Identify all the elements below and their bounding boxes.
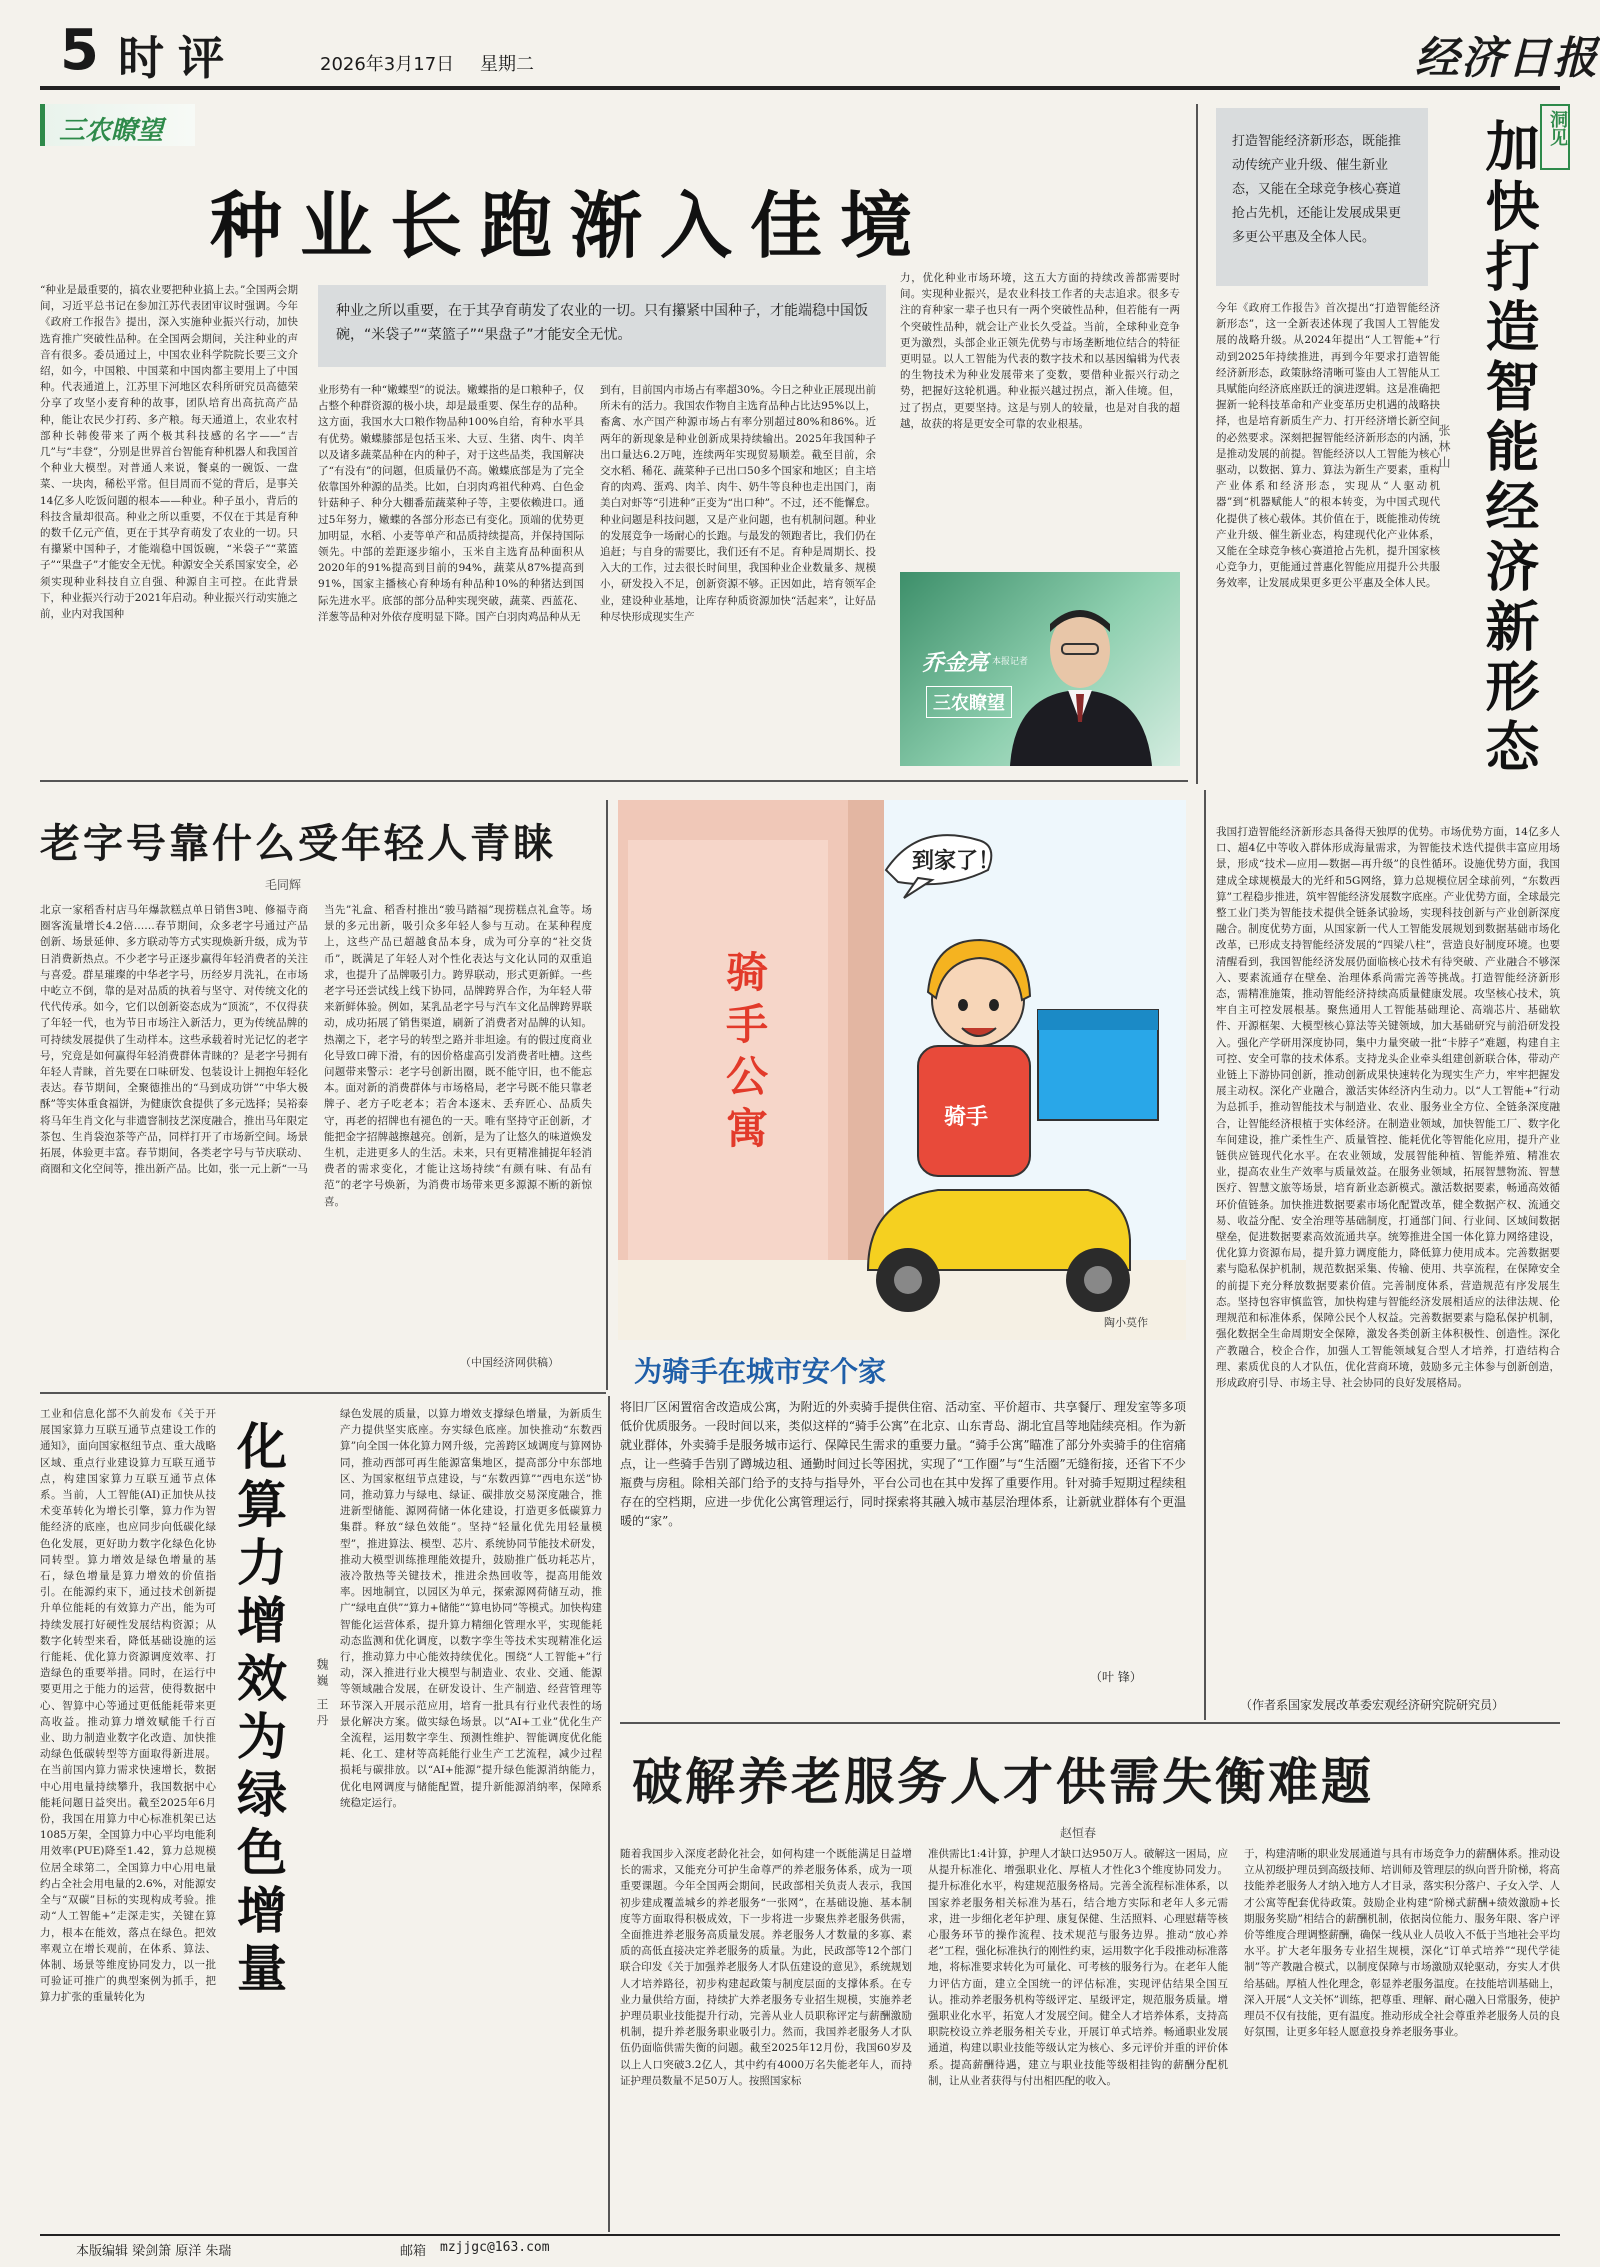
laozihao-author: 毛同辉 — [265, 878, 302, 892]
cartoon-artist: 陶小莫作 — [1104, 1316, 1148, 1329]
seed-col1: “种业是最重要的，搞农业要把种业搞上去。”全国两会期间，习近平总书记在参加江苏代表团审议时强调。今年《政府工作报告》提出，深入实施种业振兴行动，加快选育推广突破性品种。在全国两会期间，关注种业的声音有很多。委员通过上，中国农业科学院院长要三文介绍，如今，中国粮、中国菜和中国肉都主要用上了中国种。代表通道上，江苏里下河地区农科所研究员高德荣分享了攻坚小麦育种的故事，团队培育出高抗高产品种，能让农民少打药、多产粮。每天通道上，农业农村部种长韩俊带来了两个极其科技感的名字——“吉几”与“丰登”，分别是世界首台智能育种机器人和我国首个种业大模型。对普通人来说，餐桌的一碗饭、一盘菜、一块肉，稀松平常。但目周而不觉的背后，是事关14亿多人吃饭问题的根本——种业。种子虽小，背后的科技含量却很高。种业之所以重要，不仅在于其是育种的数千亿元产值，更在于其孕育萌发了农业的一切。只有攥紧中国种子，才能端稳中国饭碗，“米袋子”“菜篮子”“果盘子”才能安全无忧。种源安全关系国家安全，必须实现种业科技自立自强、种源自主可控。在此背景下，种业振兴行动于2021年启动。种业振兴行动实施之前，业内对我国种 — [40, 284, 298, 621]
seed-col4: 力，优化种业市场环境，这五大方面的持续改善都需要时间。实现种业振兴，是农业科技工作者的夫志追求。很多专注的育种家一辈子也只有一两个突破性品种，但若能有一两个突破性品种，就会让产业长久受益。当前，全球种业竞争更为激烈，头部企业正领先优势与市场垄断地位结合的特征更明显。以人工智能为代表的数字技术和以基因编辑为代表的生物技术为种业发展带来了变数，要借种业振兴行动之势，把握好这轮机遇。种业振兴越过拐点，渐入佳境。但，过了拐点，更要坚持。这是与别人的较量，也是对自我的超越，故获的将是更安全可靠的农业根基。 — [900, 272, 1180, 430]
divider-laozihao-bottom — [40, 1392, 606, 1394]
columnist-portrait — [900, 572, 1180, 766]
seed-article-title: 种业长跑渐入佳境 — [210, 184, 931, 268]
pension-col3: 于，构建清晰的职业发展通道与具有市场竞争力的薪酬体系。推动设立从初级护理员到高级技师、培训师及管理层的纵向晋升阶梯，将高技能养老服务人才纳入地方人才目录，落实积分落户、子女入学、人才公寓等配套优待政策。鼓励企业构建“阶梯式薪酬+绩效激励+长期服务奖励”相结合的薪酬机制，依据岗位能力、服务年限、客户评价等维度合理调整薪酬，确保一线从业人员收入不低于当地社会平均水平。扩大老年服务专业招生规模，深化“订单式培养”“现代学徒制”等产教融合模式，以制度保障与市场激励双轮驱动，夯实人才供给基础。厚植人性化理念，彰显养老服务温度。在技能培训基础上，深入开展“人文关怀”训练，把尊重、理解、耐心融入日常服务，使护理员不仅有技能，更有温度。推动形成全社会尊重养老服务人员的良好氛围，让更多年轻人愿意投身养老服务事业。 — [1244, 1848, 1560, 2039]
laozihao-source: （中国经济网供稿） — [460, 1356, 559, 1369]
seed-col2: 业形势有一种“嫩蝶型”的说法。嫩蝶指的是口粮种子，仅占整个种群资源的极小块，却是最重要、保生存的品种。这方面，我国水大口粮作物品种100%自给，育种水平具有优势。嫩蝶膝部是包括玉米、大豆、生猪、肉牛、肉羊以及诸多蔬菜品种在内的种子，对于这些品类，我国解决了“有没有”的问题，但质量仍不高。嫩蝶底部是为了完全依靠国外种源的品类。比如，白羽肉鸡祖代种鸡、白色金针菇种子、种分大棚番茄蔬菜种子等，主要依赖进口。通过5年努力，嫩蝶的各部分形态已有变化。顶端的优势更加明显，水稻、小麦等单产和品质持续提高，并保持国际领先。中部的差距逐步缩小，玉米自主选育品种面积从2020年的91%提高到目前的94%，蔬菜从87%提高到91%，国家主播核心育种场有种品种10%的种猪达到国际先进水平。底部的部分品种实现突破，蔬菜、西蓝花、洋葱等品种对外依存度明显下降。国产白羽肉鸡品种从无 — [318, 384, 584, 623]
ai-body-bottom: 我国打造智能经济新形态具备得天独厚的优势。市场优势方面，14亿多人口、超4亿中等收入群体形成海量需求，为智能技术迭代提供丰富应用场景，形成“技术—应用—数据—再升级”的良性循环。设施优势方面，我国建成全球规模最大的光纤和5G网络，算力总规模位居全球前列，“东数西算”工程稳步推进，筑牢智能经济发展数字底座。产业优势方面，全球最完整工业门类为智能技术提供全链条试验场，实现科技创新与产业创新深度融合。制度优势方面，从国家新一代人工智能发展规划到数据基础市场化改革，已形成支持智能经济发展的“四梁八柱”，营造良好制度环境。也要清醒看到，我国智能经济发展仍面临核心技术有待突破、产业融合不够深入、要素流通存在壁垒、治理体系尚需完善等挑战。打造智能经济新形态，需精准施策，推动智能经济持续高质量健康发展。攻坚核心技术，筑牢自主可控发展根基。聚焦通用人工智能基础理论、高端芯片、基础软件、开源框架、大模型核心算法等关键领域，加大基础研究与前沿研发投入。强化产学研用深度协同，集中力量突破一批“卡脖子”难题，构建自主可控、安全可靠的技术体系。支持龙头企业牵头组建创新联合体，带动产业链上下游协同创新，推动创新成果快速转化为现实生产力，牢牢把握发展主动权。深化产业融合，激活实体经济内生动力。以“人工智能+”行动为总抓手，推动智能技术与制造业、农业、服务业全方位、全链条深度融合，让智能经济根植于实体经济。在制造业领域，加快智能工厂、数字化车间建设，推广柔性生产、质量管控、能耗优化等智能化应用，提升产业链供应链现代化水平。在农业领域，发展智能种植、智能养殖、精准农业，提高农业生产效率与质量效益。在服务业领域，拓展智慧物流、智慧医疗、智慧文旅等场景，培育新业态新模式。激活数据要素，畅通高效循环价值链条。加快推进数据要素市场化配置改革，健全数据产权、流通交易、收益分配、安全治理等基础制度，打通部门间、行业间、区域间数据壁垒，促进数据要素高效流通共享。统筹推进全国一体化算力网络建设，优化算力资源布局，提升算力调度能力，降低算力使用成本。完善数据要素与隐私保护机制，规范数据采集、传输、使用、共享流程，在保障安全的前提下充分释放数据要素价值。完善制度体系，营造规范有序发展生态。坚持包容审慎监管，加快构建与智能经济发展相适应的法律法规、伦理规范和标准体系，保障公民个人权益。完善数据要素与隐私保护机制，强化数据全生命周期安全保障，激发各类创新主体积极性、创造性。深化产教融合，校企合作，加强人工智能领域复合型人才培养，打造结构合理、素质优良的人才队伍，优化营商环境，鼓励多元主体参与创新创造，形成政府引导、市场主导、社会协同的良好发展格局。 — [1216, 826, 1560, 1389]
rider-title: 为骑手在城市安个家 — [634, 1355, 887, 1388]
seed-lead-quote: 种业之所以重要，在于其孕育萌发了农业的一切。只有攥紧中国种子，才能端稳中国饭碗，“米袋子”“菜篮子”“果盘子”才能安全无忧。 — [336, 303, 868, 343]
page-header — [0, 0, 1600, 90]
divider-laozihao-right — [606, 800, 608, 1390]
rider-vest-label: 骑手 — [944, 1105, 989, 1130]
portrait-name: 乔金亮 — [922, 650, 989, 676]
green-title: 化算力增效为绿色增量 — [229, 1420, 287, 2000]
seed-col3: 到有，目前国内市场占有率超30%。今日之种业正展现出前所未有的活力。我国农作物自主选育品种占比达95%以上，畜禽、水产国产种源市场占有率分别超过80%和86%。近两年的新现象是种业创新成果持续输出。2025年我国种子出口量达6.2万吨，连续两年实现贸易顺差。截至目前，余交水稻、稀花、蔬菜种子已出口50多个国家和地区；自主培育的肉鸡、蛋鸡、肉羊、肉牛、奶牛等良种也走出国门，南美白对虾等“引进种”正变为“出口种”。不过，还不能懈怠。种业问题是科技问题，又是产业问题，也有机制问题。种业的发展竞争一场耐心的长跑。与最发的领跑者比，我们仍在追赶；与自身的需要比，我们还有不足。育种是周期长、投入大的工作，过去很长时间里，我国种业企业数量多、规模小，研发投入不足，创新资源不够。正因如此，培育领军企业，建设种业基地，让库存种质资源加快“活起来”，让好品种尽快形成现实生产 — [600, 384, 876, 623]
ai-affiliation: （作者系国家发展改革委宏观经济研究院研究员） — [1240, 1698, 1505, 1712]
rider-cartoon — [618, 800, 1186, 1340]
pension-author: 赵恒春 — [1060, 1826, 1097, 1840]
portrait-role: 本报记者 — [992, 657, 1029, 667]
ai-column-tag-text: 洞见 — [1547, 110, 1568, 146]
divider-right-lower — [1204, 790, 1206, 1720]
laozihao-title: 老字号靠什么受年轻人青睐 — [40, 820, 556, 867]
masthead-logo: 经济日报 — [1415, 33, 1599, 84]
green-col2: 绿色发展的质量，以算力增效支撑绿色增量，为新质生产力提供坚实底座。夯实绿色底座。加快推动“东数西算”向全国一体化算力网升级，完善跨区域调度与算网协同，推动西部可再生能源富集地区，提高部分中东部地区、为国家枢纽节点建设，与“东数西算”“西电东送”协同，推动算力与绿电、绿证、碳排放交易深度融合，推进新型储能、源网荷储一体化建设，打造更多低碳算力集群。释放“绿色效能”。坚持“轻量化优先用轻量模型”，推进算法、模型、芯片、系统协同节能技术研发，推动大模型训练推理能效提升，鼓励推广低功耗芯片，液冷散热等关键技术，推进余热回收等，提高用能效率。因地制宜，以园区为单元，探索源网荷储互动，推广“绿电直供”“算力+储能”“算电协同”等模式。加快构建智能化运营体系，提升算力精细化管理水平，实现能耗动态监测和优化调度，以数字孪生等技术实现精准化运行，推动算力中心能效持续优化。围绕“人工智能+”行动，深入推进行业大模型与制造业、农业、交通、能源等领域融合发展，在研发设计、生产制造、经营管理等环节深入开展示范应用，培育一批具有行业代表性的场景化解决方案。做实绿色场景。以“AI+工业”优化生产全流程，运用数字孪生、预测性维护、智能调度优化能耗、化工、建材等高耗能行业生产工艺流程，减少过程损耗与碳排放。以“AI+能源”提升绿色能源消纳能力，优化电网调度与储能配置，提升新能源消纳率，保障系统稳定运行。 — [340, 1408, 602, 1809]
section-name: 时评 — [118, 31, 238, 85]
footer-email-link[interactable]: mzjjgc@163.com — [440, 2240, 550, 2255]
footer-rule — [40, 2234, 1560, 2236]
building-sign: 骑手公寓 — [720, 950, 769, 1158]
pension-col1: 随着我国步入深度老龄化社会，如何构建一个既能满足日益增长的需求，又能充分可护生命尊严的养老服务体系，成为一项重要课题。今年全国两会期间，民政部相关负责人表示，我国初步建成覆盖城乡的养老服务“一张网”，在基础设施、基本制度等方面取得积极成效，下一步将进一步聚焦养老服务供需，全面推进养老服务高质量发展。养老服务人才数量的多寡、素质的高低直接决定养老服务的质量。为此，民政部等12个部门联合印发《关于加强养老服务人才队伍建设的意见》，系统规划人才培养路径，初步构建起政策与制度层面的支撑体系。在专业力量供给方面，持续扩大养老服务专业招生规模，实施养老护理员职业技能提升行动，完善从业人员职称评定与薪酬激励机制，提升养老服务职业吸引力。然而，我国养老服务人才队伍仍面临供需失衡的问题。截至2025年12月份，我国60岁及以上人口突破3.2亿人，其中约有4000万名失能老年人，而持证护理员数量不足50万人。按照国家标 — [620, 1848, 912, 2087]
rider-body: 将旧厂区闲置宿舍改造成公寓，为附近的外卖骑手提供住宿、活动室、平价超市、共享餐厅、理发室等多项低价优质服务。一段时间以来，类似这样的“骑手公寓”在北京、山东青岛、湖北宜昌等地陆续亮相。作为新就业群体，外卖骑手是服务城市运行、保障民生需求的重要力量。“骑手公寓”瞄准了部分外卖骑手的住宿痛点，让一些骑手告别了蹲城边租、通勤时间过长等困扰，实现了“工作圈”与“生活圈”无缝衔接，还省下不少瓶费与房租。除相关部门给予的支持与指导外，平台公司也在其中发挥了重要作用。针对骑手短期过程续租存在的空档期，应进一步优化公寓管理运行，同时探索将其融入城市基层治理体系，让新就业群体有个更温暖的“家”。 — [620, 1400, 1186, 1528]
laozihao-col2: 当先”礼盒、稻香村推出“骏马踏福”现捞糕点礼盒等。场景的多元出新，吸引众多年轻人参与互动。在某种程度上，这些产品已超越食品本身，成为可分享的“社交货币”，既满足了年轻人对个性化表达与文化认同的双重追求，也提升了品牌吸引力。跨界联动，形式更新鲜。一些老字号还尝试线上线下协同，品牌跨界合作，为年轻人带来新鲜体验。例如，某乳品老字号与汽车文化品牌跨界联动，成功拓展了销售渠道，刷新了消费者对品牌的认知。热潮之下，老字号的转型之路并非坦途。有的假过度商业化导致口碑下滑，有的因价格虚高引发消费者吐槽。这些问题带来警示：老字号创新出圈，既不能守旧，也不能忘本。面对新的消费群体与市场格局，老字号既不能只靠老牌子、老方子吃老本；若舍本逐末、丢弃匠心、品质失守，再老的招牌也有褪色的一天。唯有坚持守正创新，才能把金字招牌越擦越亮。创新，是为了让悠久的味道焕发生机，走进更多人的生活。未来，只有更精准捕捉年轻消费者的需求变化，才能让这场持续“有颜有味、有品有范”的老字号焕新，为消费市场带来更多源源不断的新惊喜。 — [324, 904, 592, 1208]
ai-article-title: 加快打造智能经济新形态 — [1477, 118, 1540, 778]
header-rule — [40, 86, 1560, 90]
ai-summary: 打造智能经济新形态，既能推动传统产业升级、催生新业态，又能在全球竞争核心赛道抢占先机，还能让发展成果更多更公平惠及全体人民。 — [1232, 134, 1402, 245]
pension-title: 破解养老服务人才供需失衡难题 — [632, 1752, 1374, 1811]
divider-ai-bottom — [620, 1722, 1560, 1724]
pension-col2: 准供需比1:4计算，护理人才缺口达950万人。破解这一困局，应从提升标准化、增强职业化、厚植人才性化3个维度协同发力。提升标准化水平，构建规范服务格局。完善全流程标准体系，以国家养老服务相关标准为基石，结合地方实际和老年人多元需求，进一步细化老年护理、康复保健、生活照料、心理慰藉等核心服务环节的操作流程、技术规范与服务边界。推动“放心养老”工程，强化标准执行的刚性约束，运用数字化手段推动标准落地，将标准要求转化为可量化、可考核的服务行为。在老年人能力评估方面，建立全国统一的评估标准，实现评估结果全国互认。推动养老服务机构等级评定、星级评定，规范服务质量。增强职业化水平，拓宽人才发展空间。健全人才培养体系，支持高职院校设立养老服务相关专业，开展订单式培养。畅通职业发展通道，构建以职业技能等级认定为核心、多元评价并重的评价体系。提高薪酬待遇，建立与职业技能等级相挂钩的薪酬分配机制，让从业者获得与付出相匹配的收入。 — [928, 1848, 1228, 2087]
rider-cartoon-drawing — [618, 800, 1186, 1340]
portrait-column-tag: 三农瞭望 — [926, 686, 1012, 718]
ai-body-top: 今年《政府工作报告》首次提出“打造智能经济新形态”，这一全新表述体现了我国人工智能发展的战略升级。从2024年提出“人工智能+”行动到2025年持续推进，再到今年要求打造智能经济新形态，政策脉络清晰可鉴由人工智能从工具赋能向经济底座跃迁的演进逻辑。这是准确把握新一轮科技革命和产业变革历史机遇的战略抉择，也是培育新质生产力、打开经济增长新空间的必然要求。深刻把握智能经济新形态的内涵，是推动发展的前提。智能经济以人工智能为核心驱动，以数据、算力、算法为新生产要素，重构产业体系和经济形态，实现从“人驱动机器”到“机器赋能人”的根本转变，为中国式现代化提供了核心载体。其价值在于，既能推动传统产业升级、催生新业态，构建现代化产业体系，又能在全球竞争核心赛道抢占先机，提升国家核心竞争力，更能通过普惠化智能应用提升公共服务效率，让发展成果更多更公平惠及全体人民。 — [1216, 302, 1440, 590]
laozihao-col1: 北京一家稻香村店马年爆款糕点单日销售3吨、修福寺商圈客流量增长4.2倍……春节期间，众多老字号通过产品创新、场景延伸、多方联动等方式实现焕新升级，成为节日消费新热点。不少老字号正逐步赢得年轻消费者的关注与喜爱。群星璀璨的中华老字号，历经岁月洗礼，在市场中屹立不倒，靠的是对品质的执着与坚守、对传统文化的代代传承。如今，它们以创新姿态成为“顶流”，不仅得获了年轻一代，也为节日市场注入新活力，更为传统品牌的可持续发展提供了生动样本。这些承载着时光记忆的老字号，究竟是如何赢得年轻消费群体青睐的？是老字号拥有年轻人青睐，首先要在口味研发、包装设计上拥抱年轻化表达。春节期间，全聚德推出的“马到成功饼”“中华大极酥”等实体重食福饼，为健康饮食提供了多元选择；吴裕泰将马年生肖文化与非遗窨制技艺深度融合，推出马年限定茶包、生肖袋泡茶等产品，同样打开了市场新空间。场景拓展，体验更丰富。春节期间，各类老字号与节庆联动、商圈和文化空间等，推出新产品。比如，张一元上新“一马 — [40, 904, 308, 1176]
footer-editors: 本版编辑 梁剑箫 原洋 朱瑞 — [76, 2244, 232, 2259]
green-authors: 魏巍 王丹 — [315, 1658, 329, 1730]
issue-weekday: 星期二 — [480, 54, 534, 75]
divider-vertical-top — [1196, 104, 1198, 784]
rider-signature: （叶 锋） — [1090, 1670, 1142, 1684]
seed-lead-quote-box — [318, 285, 886, 367]
cartoon-speech: 到家了！ — [912, 849, 1001, 874]
column-tag-text: 三农瞭望 — [59, 116, 164, 146]
issue-date: 2026年3月17日 — [320, 54, 455, 75]
page-number: 5 — [60, 18, 99, 83]
footer-email-label: 邮箱 — [400, 2244, 427, 2259]
green-col1: 工业和信息化部不久前发布《关于开展国家算力互联互通节点建设工作的通知》，面向国家枢纽节点、重大战略区域、重点行业建设算力互联互通节点，构建国家算力互联互通节点体系。当前，人工智能(AI)正加快从技术变革转化为增长引擎，算力作为智能经济的底座，也应同步向低碳化绿色化发展，更好助力数字化绿色化协同转型。算力增效是绿色增量的基石，绿色增量是算力增效的价值指引。在能源约束下，通过技术创新提升单位能耗的有效算力产出，能为可持续发展打好硬性发展结构资源；从数字化转型来看，降低基础设施的运行能耗、优化算力资源调度效率、打造绿色的重要举措。同时，在运行中要更用之于能力的运营，使得数据中心、智算中心等通过更低能耗带来更高收益。推动算力增效赋能千行百业、助力制造业数字化改造、加快推动绿色低碳转型等方面取得新进展。在当前国内算力需求快速增长，数据中心用电量持续攀升，我国数据中心能耗问题日益突出。截至2025年6月份，我国在用算力中心标准机架已达1085万架，全国算力中心平均电能利用效率(PUE)降至1.42，算力总规模位居全球第二，全国算力中心用电量约占全社会用电量的2.6%，对能源安全与“双碳”目标的实现构成考验。推动“人工智能+”走深走实，关键在算力，根本在能效，落点在绿色。把效率观立在增长观前，在体系、算法、体制、场景等维度协同发力，以一批可验证可推广的典型案例为抓手，把算力扩张的重量转化为 — [40, 1408, 216, 2004]
column-tag-sannong — [40, 104, 195, 146]
ai-summary-box — [1216, 108, 1428, 286]
divider-green-right — [608, 1396, 610, 2232]
divider-seed-bottom — [40, 780, 1188, 782]
ai-author: 张林山 — [1437, 424, 1451, 472]
